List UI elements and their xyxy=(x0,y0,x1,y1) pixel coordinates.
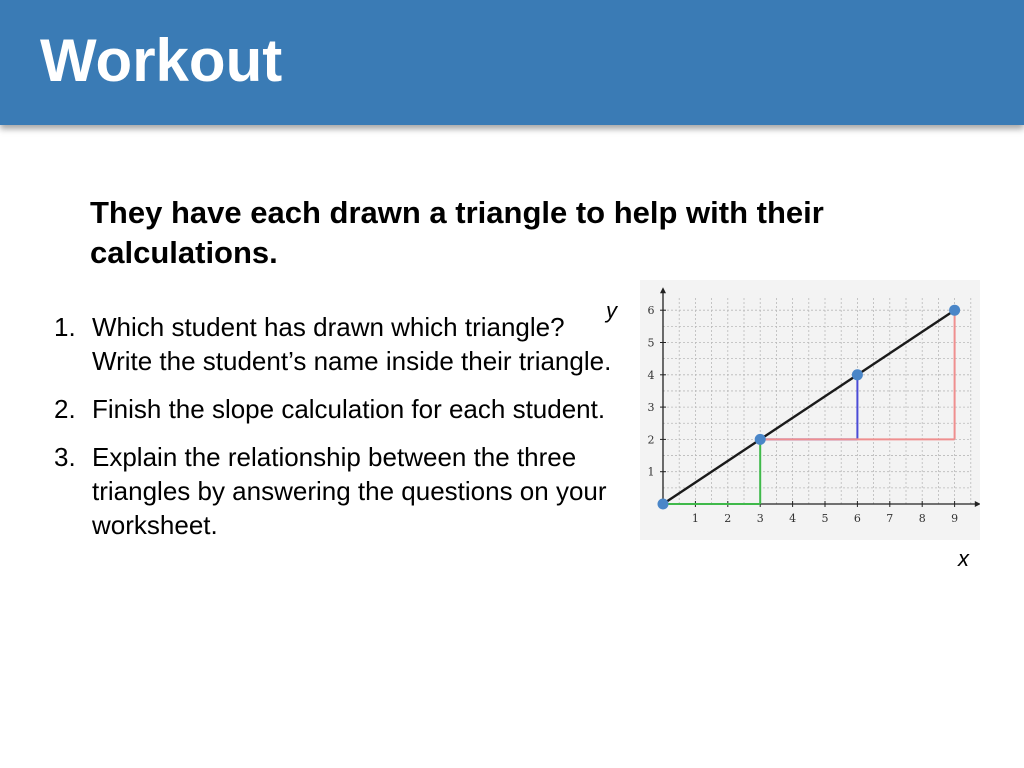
question-number: 3. xyxy=(54,442,76,472)
x-tick-label: 8 xyxy=(918,512,926,525)
x-axis-label: x xyxy=(958,546,969,571)
header-bar xyxy=(0,0,1024,125)
y-tick-label: 3 xyxy=(647,401,655,415)
y-tick-label: 4 xyxy=(647,368,655,382)
question-list xyxy=(54,310,629,556)
y-tick-label: 6 xyxy=(647,304,655,318)
data-point xyxy=(949,305,960,316)
slope-graph xyxy=(640,280,980,540)
question-item xyxy=(54,392,629,426)
question-item xyxy=(54,310,629,378)
y-tick-label: 5 xyxy=(647,336,655,350)
data-point xyxy=(658,499,669,510)
question-text: Finish the slope calculation for each student. xyxy=(92,394,606,424)
y-axis-label: y xyxy=(606,298,617,323)
x-tick-label: 1 xyxy=(691,512,699,525)
x-tick-label: 5 xyxy=(821,512,829,525)
x-tick-label: 7 xyxy=(886,512,894,525)
page-title: Workout xyxy=(40,27,283,94)
y-tick-label: 1 xyxy=(647,465,655,479)
intro-text: They have each drawn a triangle to help with their calculations. xyxy=(90,195,824,270)
question-number: 1. xyxy=(54,312,76,342)
x-tick-label: 3 xyxy=(756,512,764,525)
plot-background xyxy=(640,280,980,540)
x-tick-label: 9 xyxy=(951,512,959,525)
x-tick-label: 4 xyxy=(789,512,797,525)
question-text: Which student has drawn which triangle? Write the student’s name inside their triangle. xyxy=(92,312,612,376)
question-number: 2. xyxy=(54,394,76,424)
x-tick-label: 6 xyxy=(853,512,861,525)
question-item xyxy=(54,440,629,542)
x-tick-label: 2 xyxy=(724,512,732,525)
data-point xyxy=(852,369,863,380)
data-point xyxy=(755,434,766,445)
y-tick-label: 2 xyxy=(647,433,655,447)
question-text: Explain the relationship between the three triangles by answering the questions on your worksheet. xyxy=(92,442,607,540)
